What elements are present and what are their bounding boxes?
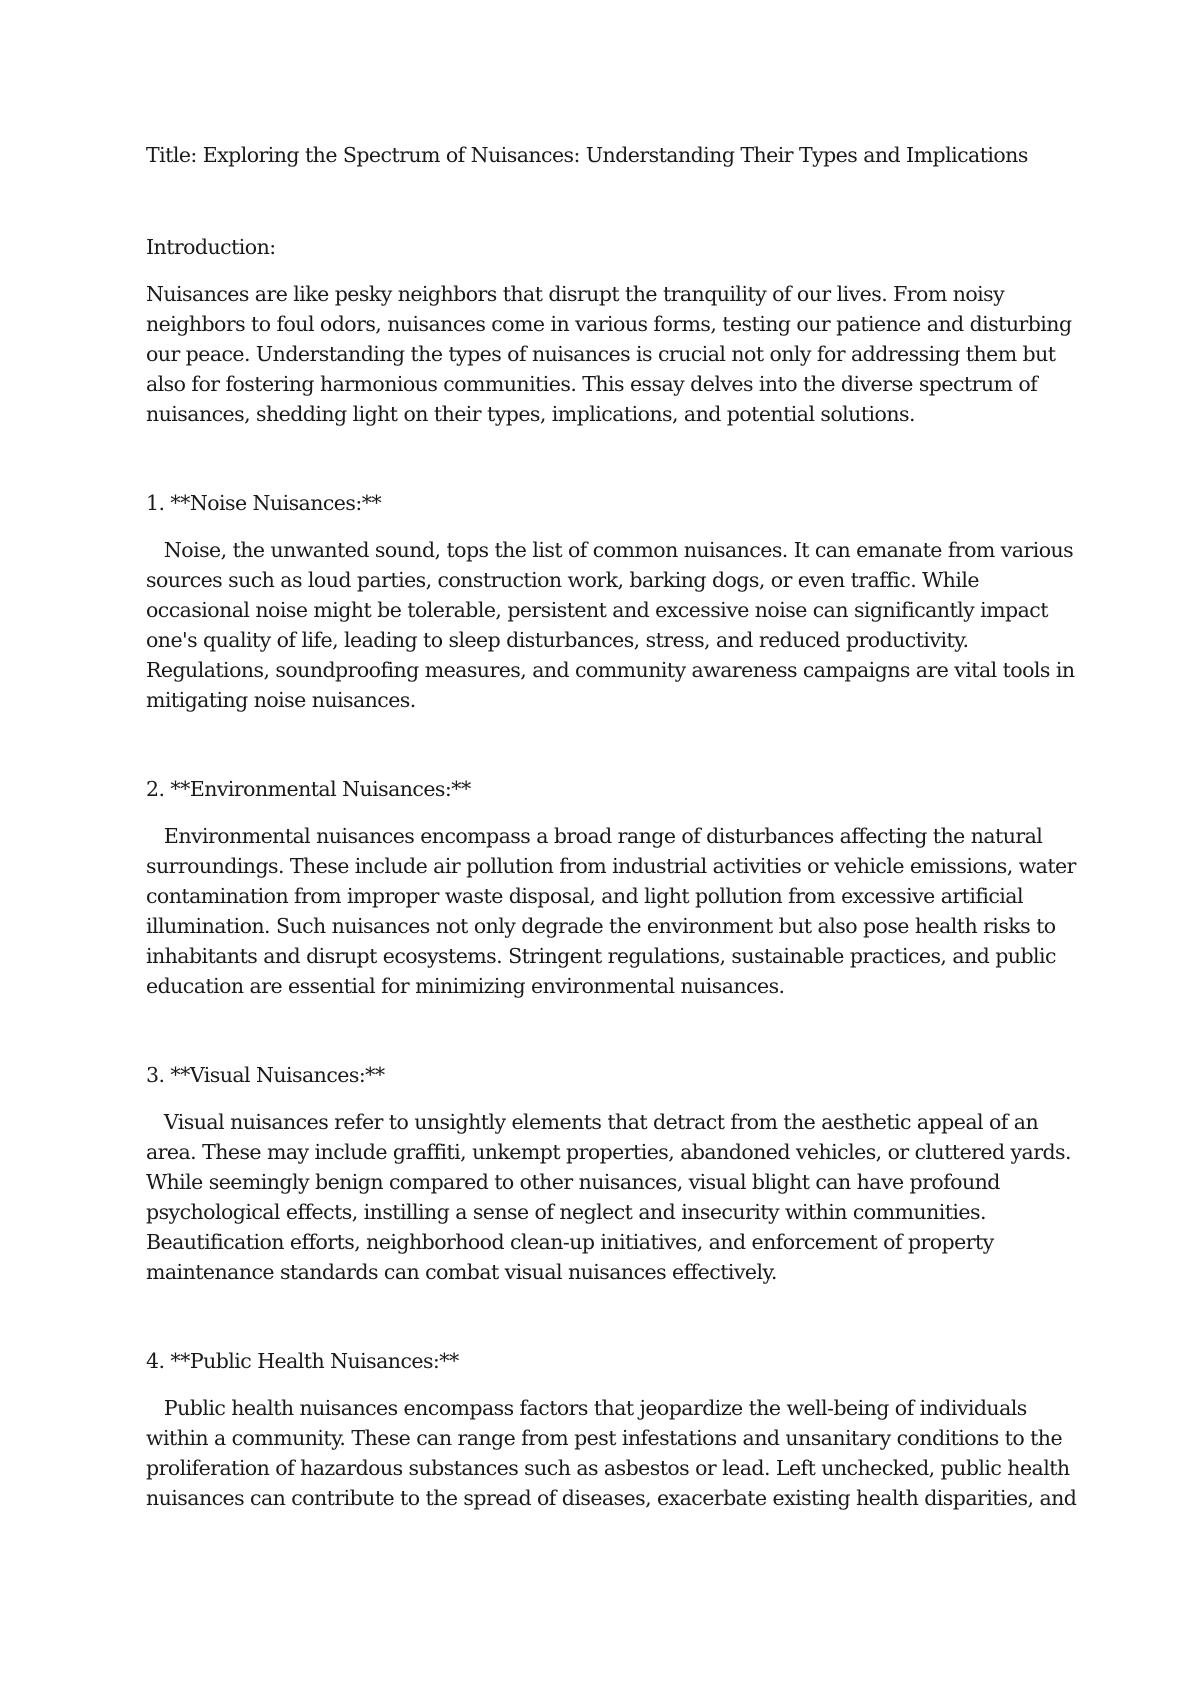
section-heading-visual: 3. **Visual Nuisances:**: [146, 1063, 385, 1087]
introduction-label: Introduction:: [146, 235, 276, 259]
section-heading-public-health: 4. **Public Health Nuisances:**: [146, 1349, 459, 1373]
document-page: [146, 140, 1086, 1513]
introduction-paragraph: Nuisances are like pesky neighbors that disrupt the tranquility of our lives. From noisy neighbors to foul odors, nuisances come in various forms, testing our patience and disturbing our peace. Understanding the types of nuisances is crucial not only for addressing them but also for fostering harmonious communities. This essay delves into the diverse spectrum of nuisances, shedding light on their types, implications, and potential solutions.: [146, 282, 1072, 426]
section-heading-noise: 1. **Noise Nuisances:**: [146, 491, 382, 515]
section-heading-environmental: 2. **Environmental Nuisances:**: [146, 777, 471, 801]
section-paragraph-public-health: Public health nuisances encompass factors that jeopardize the well-being of individuals within a community. These can range from pest infestations and unsanitary conditions to the proliferation of hazardous substances such as asbestos or lead. Left unchecked, public health nuisances can contribute to the spread of diseases, exacerbate existing health disparities, and: [146, 1396, 1077, 1510]
section-paragraph-visual: Visual nuisances refer to unsightly elements that detract from the aesthetic appeal of an area. These may include graffiti, unkempt properties, abandoned vehicles, or cluttered yards. While seemingly benign compared to other nuisances, visual blight can have profound psychological effects, instilling a sense of neglect and insecurity within communities. Beautification efforts, neighborhood clean-up initiatives, and enforcement of property maintenance standards can combat visual nuisances effectively.: [146, 1110, 1071, 1284]
section-paragraph-noise: Noise, the unwanted sound, tops the list of common nuisances. It can emanate from various sources such as loud parties, construction work, barking dogs, or even traffic. While occasional noise might be tolerable, persistent and excessive noise can significantly impact one's quality of life, leading to sleep disturbances, stress, and reduced productivity. Regulations, soundproofing measures, and community awareness campaigns are vital tools in mitigating noise nuisances.: [146, 538, 1075, 712]
section-paragraph-environmental: Environmental nuisances encompass a broad range of disturbances affecting the natural surroundings. These include air pollution from industrial activities or vehicle emissions, water contamination from improper waste disposal, and light pollution from excessive artificial illumination. Such nuisances not only degrade the environment but also pose health risks to inhabitants and disrupt ecosystems. Stringent regulations, sustainable practices, and public education are essential for minimizing environmental nuisances.: [146, 824, 1076, 998]
document-title: Title: Exploring the Spectrum of Nuisances: Understanding Their Types and Implications: [146, 143, 1028, 167]
